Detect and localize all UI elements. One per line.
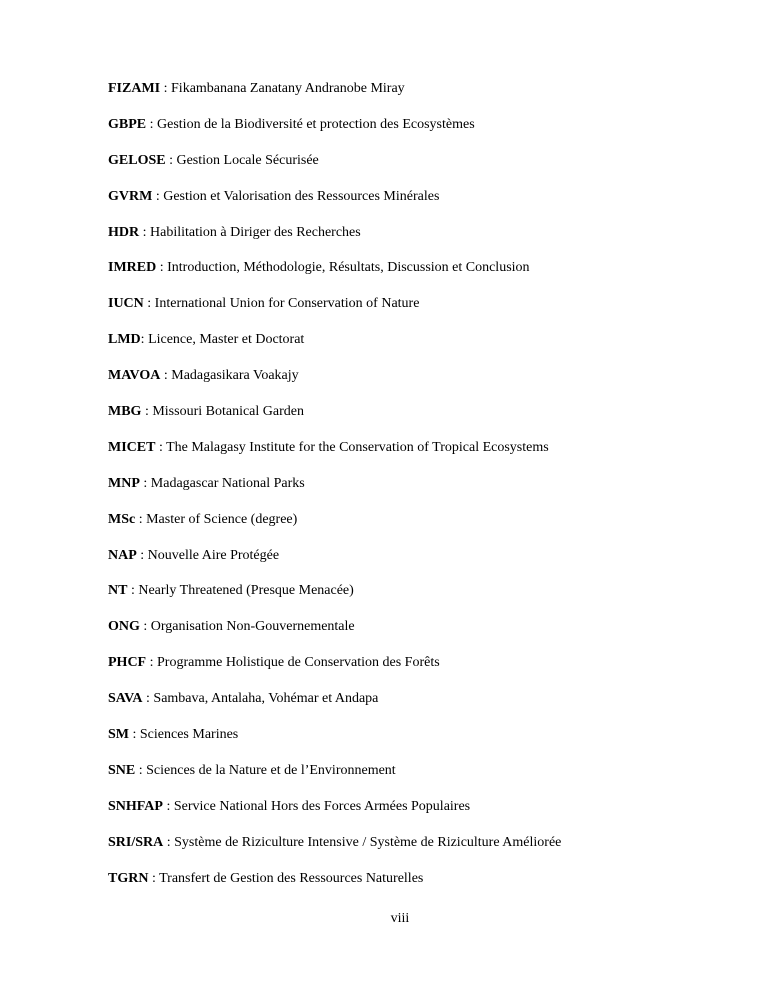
abbreviation-separator: : — [146, 655, 157, 671]
abbreviation-definition: Sambava, Antalaha, Vohémar et Andapa — [153, 691, 379, 707]
abbreviation-definition: Sciences Marines — [139, 727, 239, 743]
abbreviation-entry — [108, 224, 561, 260]
abbreviation-term: TGRN — [108, 870, 149, 886]
abbreviation-definition: Madagasikara Voakajy — [171, 368, 299, 384]
abbreviation-definition: Sciences de la Nature et de l’Environnement — [146, 762, 396, 778]
abbreviation-term: GVRM — [108, 188, 153, 204]
abbreviation-entry — [108, 654, 561, 690]
abbreviation-term: SRI/SRA — [108, 834, 164, 850]
abbreviation-separator: : — [136, 547, 148, 563]
abbreviation-term: MNP — [108, 475, 140, 491]
abbreviation-separator: : — [143, 296, 155, 312]
abbreviation-entry — [108, 582, 561, 618]
abbreviation-separator: : — [156, 260, 168, 276]
abbreviation-entry — [108, 439, 561, 475]
abbreviation-definition: Programme Holistique de Conservation des Forêts — [157, 655, 440, 671]
abbreviation-term: ONG — [108, 619, 140, 635]
abbreviation-separator: : — [135, 511, 147, 527]
abbreviation-entry — [108, 762, 561, 798]
abbreviation-entry — [108, 403, 561, 439]
abbreviation-entry — [108, 547, 561, 583]
abbreviation-definition: Licence, Master et Doctorat — [148, 332, 305, 348]
abbreviation-term: MBG — [108, 404, 142, 420]
abbreviation-definition: Madagascar National Parks — [150, 475, 305, 491]
page-number: viii — [390, 911, 410, 926]
abbreviation-term: SNE — [108, 762, 136, 778]
abbreviation-separator: : — [140, 332, 149, 348]
abbreviation-separator: : — [155, 439, 167, 455]
abbreviation-term: SM — [108, 727, 129, 743]
abbreviation-separator: : — [127, 583, 139, 599]
abbreviation-entry — [108, 295, 561, 331]
abbreviation-entry — [108, 834, 561, 870]
abbreviation-entry — [108, 259, 561, 295]
abbreviation-entry — [108, 798, 561, 834]
abbreviation-list — [108, 80, 561, 905]
abbreviation-entry — [108, 511, 561, 547]
abbreviation-entry — [108, 331, 561, 367]
abbreviation-term: NT — [108, 583, 128, 599]
abbreviation-entry — [108, 618, 561, 654]
abbreviation-definition: Système de Riziculture Intensive / Système de Riziculture Améliorée — [174, 834, 562, 850]
abbreviation-definition: Organisation Non-Gouvernementale — [150, 619, 355, 635]
abbreviation-definition: Nearly Threatened (Presque Menacée) — [138, 583, 354, 599]
abbreviation-separator: : — [146, 116, 158, 132]
abbreviation-term: SNHFAP — [108, 798, 163, 814]
abbreviation-entry — [108, 116, 561, 152]
abbreviation-term: SAVA — [108, 691, 143, 707]
abbreviation-definition: The Malagasy Institute for the Conservation of Tropical Ecosystems — [166, 439, 549, 455]
abbreviation-definition: Master of Science (degree) — [146, 511, 298, 527]
abbreviation-term: IUCN — [108, 296, 144, 312]
abbreviation-definition: Nouvelle Aire Protégée — [147, 547, 280, 563]
abbreviation-separator: : — [135, 762, 147, 778]
abbreviation-term: HDR — [108, 224, 140, 240]
abbreviation-entry — [108, 870, 561, 906]
abbreviation-definition: Transfert de Gestion des Ressources Naturelles — [159, 870, 424, 886]
abbreviation-term: GELOSE — [108, 152, 166, 168]
abbreviation-definition: Introduction, Méthodologie, Résultats, Discussion et Conclusion — [167, 260, 530, 276]
abbreviation-separator: : — [129, 727, 140, 743]
abbreviation-separator: : — [139, 224, 151, 240]
abbreviation-term: IMRED — [108, 260, 157, 276]
abbreviation-entry — [108, 367, 561, 403]
abbreviation-separator: : — [165, 152, 177, 168]
abbreviation-definition: Gestion Locale Sécurisée — [176, 152, 319, 168]
abbreviation-term: MICET — [108, 439, 156, 455]
abbreviation-term: MSc — [108, 511, 136, 527]
abbreviation-term: FIZAMI — [108, 81, 161, 96]
abbreviation-entry — [108, 152, 561, 188]
abbreviation-separator: : — [160, 81, 172, 96]
abbreviation-entry — [108, 80, 561, 116]
abbreviation-definition: Gestion et Valorisation des Ressources Minérales — [163, 188, 440, 204]
abbreviation-definition: Gestion de la Biodiversité et protection des Ecosystèmes — [157, 116, 475, 132]
abbreviation-term: PHCF — [108, 655, 147, 671]
abbreviation-definition: Missouri Botanical Garden — [152, 404, 304, 420]
abbreviation-definition: International Union for Conservation of Nature — [154, 296, 420, 312]
abbreviation-entry — [108, 188, 561, 224]
abbreviation-separator: : — [148, 870, 160, 886]
abbreviation-definition: Service National Hors des Forces Armées Populaires — [173, 798, 471, 814]
abbreviation-separator: : — [160, 368, 172, 384]
abbreviation-entry — [108, 475, 561, 511]
abbreviation-separator: : — [139, 619, 151, 635]
abbreviation-entry — [108, 726, 561, 762]
abbreviation-separator: : — [139, 475, 151, 491]
abbreviation-definition: Fikambanana Zanatany Andranobe Miray — [171, 81, 405, 96]
abbreviation-separator: : — [141, 404, 153, 420]
abbreviation-separator: : — [142, 691, 154, 707]
abbreviation-term: MAVOA — [108, 368, 161, 384]
abbreviation-entry — [108, 690, 561, 726]
abbreviation-separator: : — [163, 834, 175, 850]
abbreviation-separator: : — [152, 188, 164, 204]
abbreviation-term: LMD — [108, 332, 141, 348]
abbreviation-term: GBPE — [108, 116, 147, 132]
abbreviation-separator: : — [162, 798, 174, 814]
abbreviation-definition: Habilitation à Diriger des Recherches — [150, 224, 361, 240]
abbreviation-term: NAP — [108, 547, 137, 563]
